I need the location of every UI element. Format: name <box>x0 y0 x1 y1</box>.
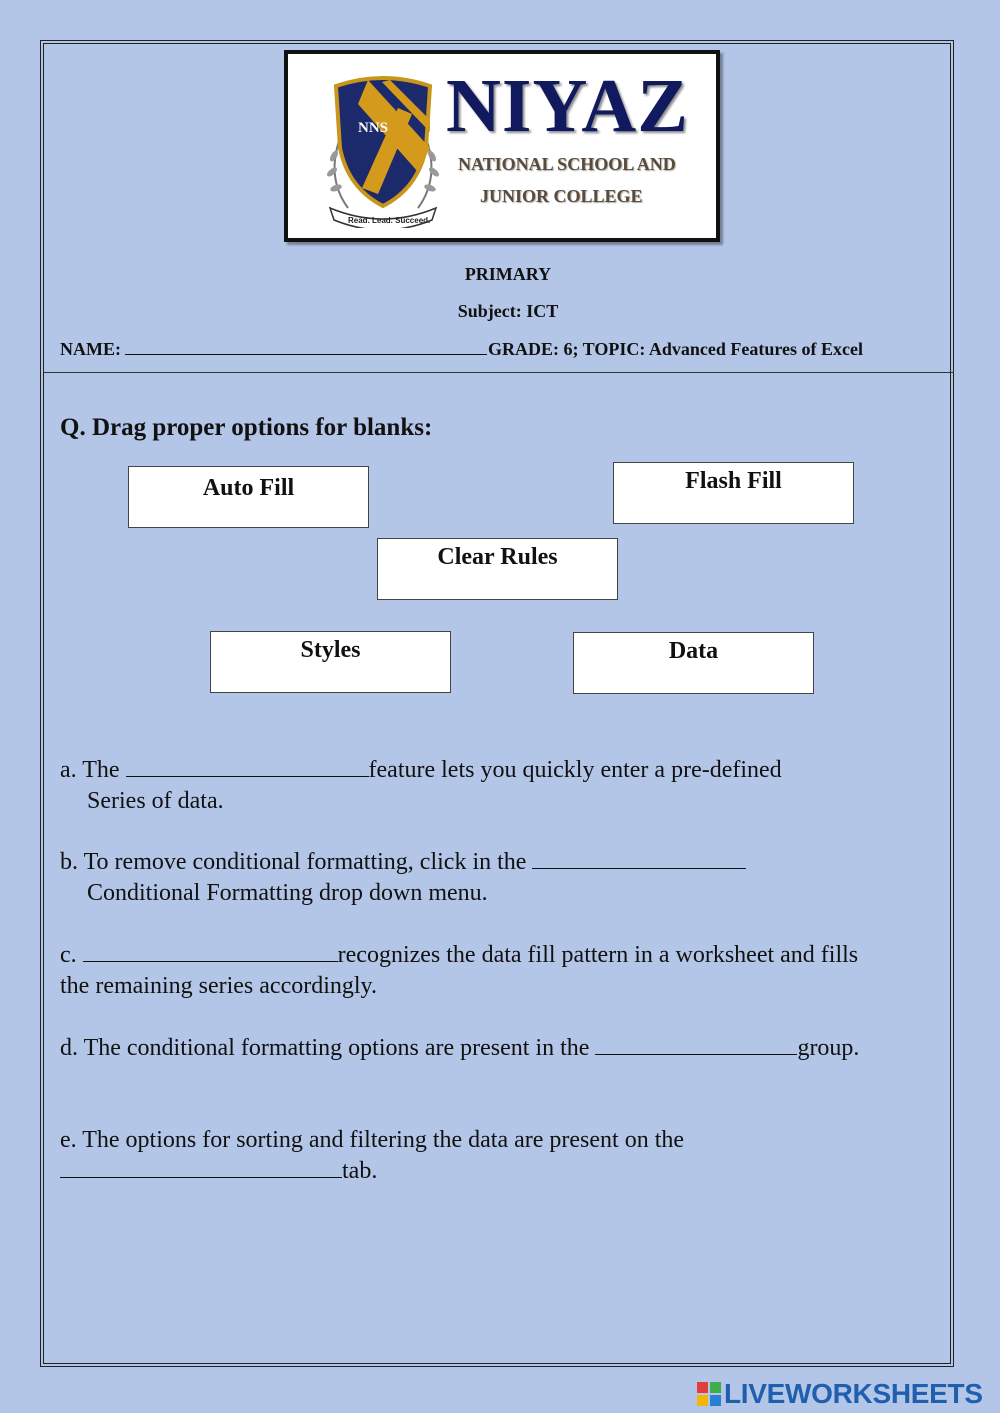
crest-text: NNS <box>358 120 389 136</box>
blank-e[interactable] <box>60 1157 342 1178</box>
item-c-text: c. <box>60 942 83 968</box>
blank-b[interactable] <box>532 848 746 869</box>
school-logo <box>284 50 720 242</box>
option-data[interactable]: Data <box>573 632 814 694</box>
item-a-text: a. The <box>60 757 126 783</box>
item-c-line2: the remaining series accordingly. <box>60 973 377 999</box>
level-label: PRIMARY <box>464 264 552 284</box>
item-e <box>60 1125 940 1187</box>
option-clear-rules[interactable]: Clear Rules <box>377 538 618 600</box>
liveworksheets-logo-icon <box>696 1381 722 1407</box>
item-e-text: e. The options for sorting and filtering the data are present on the <box>60 1127 685 1153</box>
item-d <box>60 1033 940 1064</box>
subject-label: Subject: ICT <box>457 301 559 321</box>
crest-motto: Read. Lead. Succeed. <box>348 216 431 225</box>
option-styles[interactable]: Styles <box>210 631 451 693</box>
blank-a[interactable] <box>126 756 369 777</box>
logo-subtitle-line1: NATIONAL SCHOOL AND <box>458 154 676 174</box>
item-d-text-after: group. <box>797 1035 860 1061</box>
blank-d[interactable] <box>595 1034 797 1055</box>
item-a <box>60 755 940 817</box>
item-e-text-after: tab. <box>342 1158 378 1184</box>
name-label: NAME: <box>60 339 121 359</box>
school-crest-icon <box>318 68 448 228</box>
liveworksheets-brand <box>696 1376 983 1412</box>
item-b-text: b. To remove conditional formatting, click in the <box>60 849 533 875</box>
logo-subtitle-line2: JUNIOR COLLEGE <box>480 186 643 206</box>
item-b-line2: Conditional Formatting drop down menu. <box>87 880 488 906</box>
item-c-text-after: recognizes the data fill pattern in a worksheet and fills <box>337 942 859 968</box>
option-auto-fill[interactable]: Auto Fill <box>128 466 369 528</box>
logo-school-name: NIYAZ <box>446 64 689 148</box>
item-b <box>60 847 940 909</box>
item-c <box>60 940 940 1002</box>
question-heading: Q. Drag proper options for blanks: <box>60 414 433 441</box>
blank-c[interactable] <box>83 941 338 962</box>
name-grade-line <box>60 338 863 360</box>
item-d-text: d. The conditional formatting options are present in the <box>60 1035 596 1061</box>
grade-topic-label: GRADE: 6; TOPIC: Advanced Features of Excel <box>488 339 863 359</box>
name-blank <box>125 338 487 355</box>
header-divider <box>44 372 954 373</box>
item-a-text-after: feature lets you quickly enter a pre-defined <box>368 757 782 783</box>
item-a-line2: Series of data. <box>87 788 224 814</box>
option-flash-fill[interactable]: Flash Fill <box>613 462 854 524</box>
brand-text: LIVEWORKSHEETS <box>724 1378 983 1409</box>
